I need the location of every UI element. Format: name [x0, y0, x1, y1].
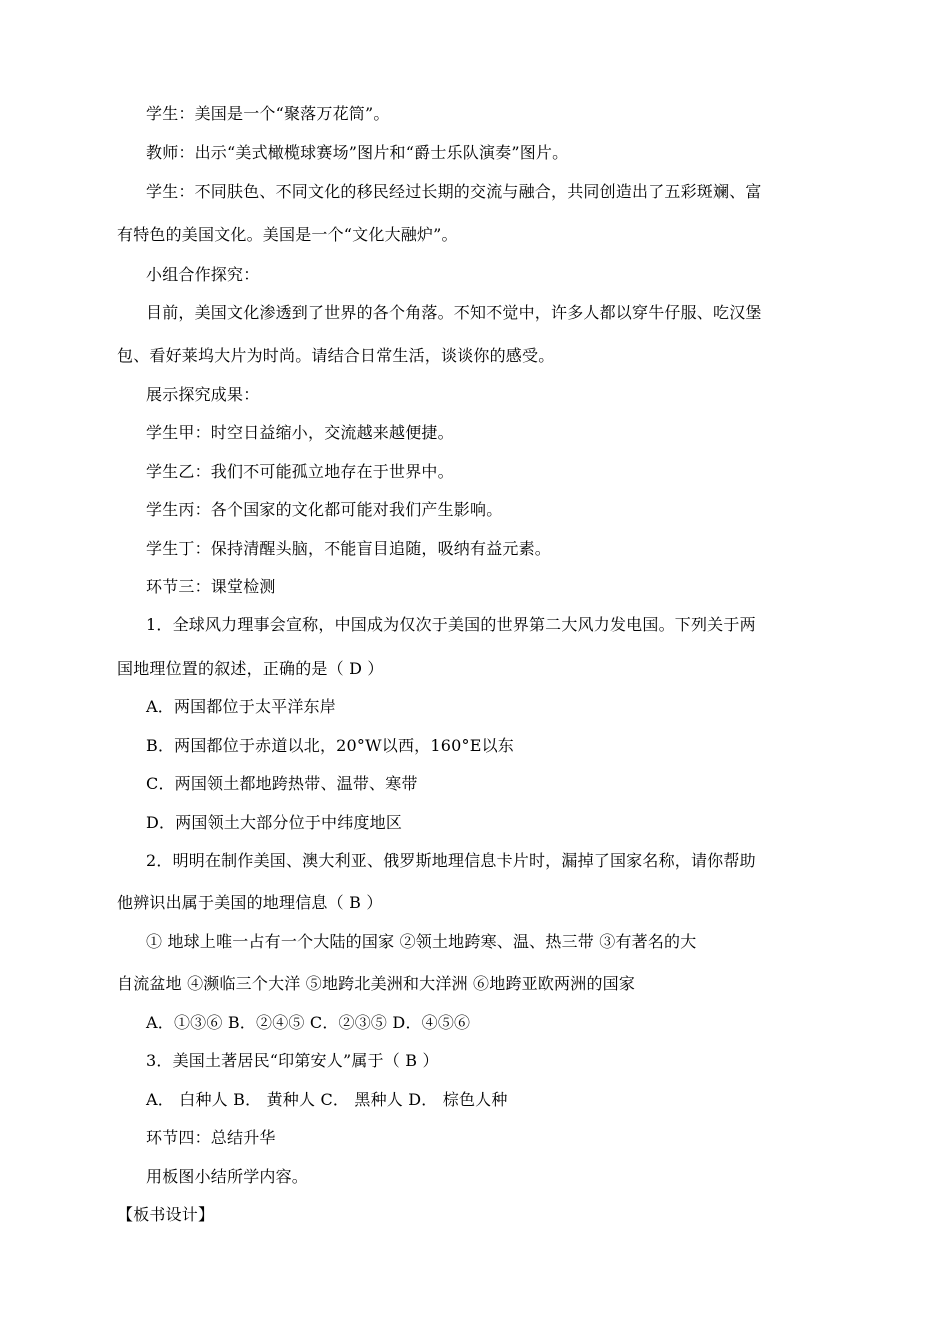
text-line: 小组合作探究：	[146, 265, 260, 284]
text-line: 包、看好莱坞大片为时尚。请结合日常生活，谈谈你的感受。	[117, 346, 555, 365]
section-heading: 环节三：课堂检测	[146, 577, 276, 596]
question-text: 2．明明在制作美国、澳大利亚、俄罗斯地理信息卡片时，漏掉了国家名称，请你帮助	[146, 851, 756, 870]
text-line: 学生丁：保持清醒头脑，不能盲目追随，吸纳有益元素。	[146, 539, 552, 558]
text-line: 有特色的美国文化。美国是一个“文化大融炉”。	[117, 225, 458, 244]
text-line: 展示探究成果：	[146, 385, 260, 404]
question-text: 1．全球风力理事会宣称，中国成为仅次于美国的世界第二大风力发电国。下列关于两	[146, 615, 756, 634]
text-line: 学生丙：各个国家的文化都可能对我们产生影响。	[146, 500, 503, 519]
text-line: 学生乙：我们不可能孤立地存在于世界中。	[146, 462, 454, 481]
text-line: 学生：美国是一个“聚落万花筒”。	[146, 104, 390, 123]
text-line: 学生甲：时空日益缩小，交流越来越便捷。	[146, 423, 454, 442]
question-info: ① 地球上唯一占有一个大陆的国家 ②领土地跨寒、温、热三带 ③有著名的大	[146, 932, 697, 951]
answer-options: A． 白种人 B． 黄种人 C． 黑种人 D． 棕色人种	[146, 1090, 508, 1109]
answer-option: A．两国都位于太平洋东岸	[146, 697, 336, 716]
answer-options: A．①③⑥ B．②④⑤ C．②③⑤ D．④⑤⑥	[146, 1013, 471, 1032]
text-line: 用板图小结所学内容。	[146, 1167, 309, 1186]
answer-option: C．两国领土都地跨热带、温带、寒带	[146, 774, 418, 793]
section-heading: 环节四：总结升华	[146, 1128, 276, 1147]
text-line: 学生：不同肤色、不同文化的移民经过长期的交流与融合，共同创造出了五彩斑斓、富	[146, 182, 762, 201]
question-text: 国地理位置的叙述，正确的是（ D ）	[117, 659, 384, 678]
question-info: 自流盆地 ④濒临三个大洋 ⑤地跨北美洲和大洋洲 ⑥地跨亚欧两洲的国家	[117, 974, 636, 993]
answer-option: B．两国都位于赤道以北，20°W以西，160°E以东	[146, 736, 514, 755]
text-line: 教师：出示“美式橄榄球赛场”图片和“爵士乐队演奏”图片。	[146, 143, 569, 162]
answer-option: D．两国领土大部分位于中纬度地区	[146, 813, 403, 832]
question-text: 他辨识出属于美国的地理信息（ B ）	[117, 893, 383, 912]
board-design-heading: 【板书设计】	[117, 1205, 215, 1224]
question-text: 3．美国土著居民“印第安人”属于（ B ）	[146, 1051, 439, 1070]
text-line: 目前，美国文化渗透到了世界的各个角落。不知不觉中，许多人都以穿牛仔服、吃汉堡	[146, 303, 762, 322]
